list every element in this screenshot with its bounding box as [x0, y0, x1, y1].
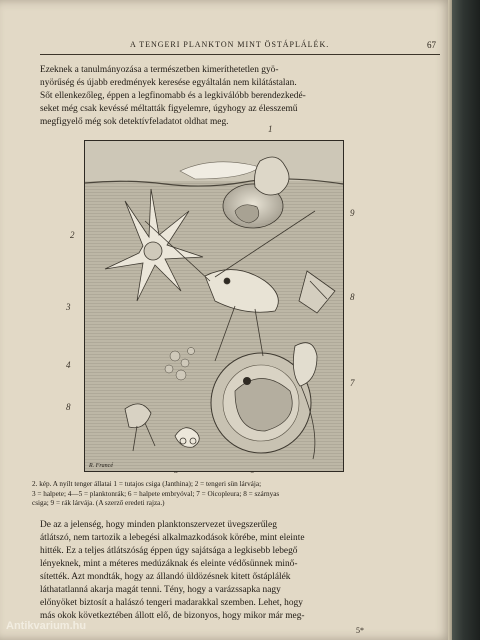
text-line: más okok következtében állott elő, de bizonyos, hogy mikor már meg-: [40, 611, 305, 621]
text-line: Ezeknek a tanulmányozása a természetben kimeríthetetlen gyö-: [40, 65, 279, 75]
text-line: nyörűség és újabb eredmények keresése egyáltalán nem kilátástalan.: [40, 78, 297, 88]
figure-marker-4: 4: [66, 360, 71, 370]
paragraph-transparency: [40, 519, 360, 623]
text-line: De az a jelenség, hogy minden planktonszervezet üvegszerűleg: [40, 520, 277, 530]
watermark-text: Antikvarium.hu: [6, 620, 87, 632]
figure-marker-3: 3: [66, 302, 71, 312]
caption-line: 3 = halpete; 4—5 = planktonrák; 6 = halpete embryóval; 7 = Oicopleura; 8 = szárnyas: [32, 489, 280, 498]
figure-marker-8-left: 8: [66, 402, 71, 412]
caption-line: 2. kép. A nyílt tenger állatai 1 = tutajos csiga (Janthina); 2 = tengeri sün lárvája;: [32, 480, 262, 488]
artist-signature: R. Francé: [89, 463, 113, 469]
text-line: sítették. Azt mondták, hogy az állandó üldözésnek kitett őstáplálék: [40, 572, 291, 582]
book-spine: [452, 0, 480, 640]
signature-mark: 5*: [356, 626, 364, 635]
paragraph-intro: [40, 64, 360, 129]
figure-marker-8-right: 8: [350, 292, 355, 302]
text-line: Sőt ellenkezőleg, éppen a legfinomabb és a legkiválóbb berendezkedé-: [40, 91, 306, 101]
running-title: A TENGERI PLANKTON MINT ÖSTÁPLÁLÉK.: [130, 40, 330, 49]
text-line: előnyöket biztosít a halászó tengeri madarakkal szemben. Lehet, hogy: [40, 598, 303, 608]
figure-marker-2: 2: [70, 230, 75, 240]
illustration-drawing: [85, 141, 343, 471]
running-head: [40, 40, 440, 55]
text-line: seket még csak kevéssé méltatták figyelemre, úgyhogy az élesszemű: [40, 104, 298, 114]
text-line: láthatatlanná akarja magát tenni. Tény, hogy a varázssapka nagy: [40, 585, 281, 595]
figure-marker-1: 1: [268, 124, 273, 134]
text-line: átlátszó, nem tartozik a lebegési alkalmazkodások körébe, mint eleinte: [40, 533, 305, 543]
plankton-illustration: [84, 140, 344, 472]
page-number: 67: [427, 40, 436, 50]
figure-marker-9: 9: [350, 208, 355, 218]
text-line: hitték. Ez a teljes átlátszóság éppen úgy sajátsága a legkisebb lebegő: [40, 546, 298, 556]
text-line: megfigyelő még sok detektívfeladatot oldhat meg.: [40, 117, 229, 127]
caption-line: csiga; 9 = rák lárvája. (A szerző eredeti rajza.): [32, 499, 165, 508]
figure-caption: [32, 480, 362, 509]
text-line: lényeknek, mint a méteres medúzáknak és eleinte védősünnek minő-: [40, 559, 298, 569]
figure-marker-7: 7: [350, 378, 355, 388]
